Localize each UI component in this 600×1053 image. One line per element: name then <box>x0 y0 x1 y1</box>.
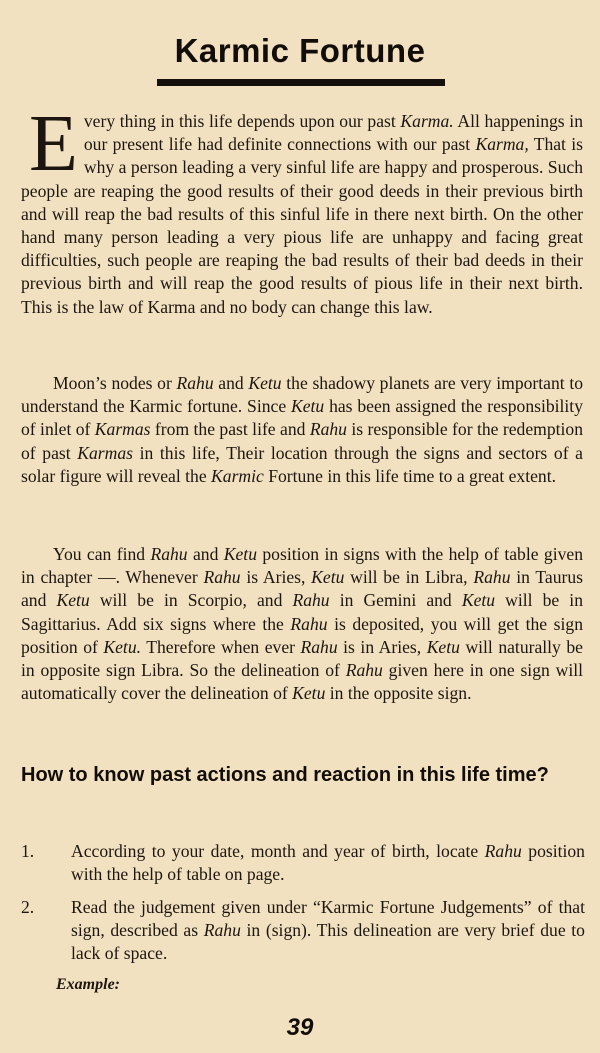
title-underline-rule <box>157 79 445 86</box>
example-label: Example: <box>56 976 120 993</box>
list-item-text: According to your date, month and year of birth, locate Rahu position with the help of table on page. <box>71 841 585 885</box>
list-item-number: 1. <box>21 841 35 861</box>
page-title: Karmic Fortune <box>174 32 426 69</box>
page-number: 39 <box>286 1014 314 1041</box>
section-heading: How to know past actions and reaction in this life time? <box>21 764 549 786</box>
paragraph-rahu-ketu-position: You can find Rahu and Ketu position in signs with the help of table given in chapter —. Whenever Rahu is Aries, Ketu will be in Libra, Rahu in Taurus and Ketu will be in Scorpio, and Rahu in Gemini and Ketu will be in Sagittarius. Add six signs where the Rahu is deposited, you will get the sign position of Ketu. Therefore when ever Rahu is in Aries, Ketu will naturally be in opposite sign Libra. So the delineation of Rahu given here in one sign will automatically cover the delineation of Ketu in the opposite sign. <box>21 544 584 704</box>
list-item-text: Read the judgement given under “Karmic Fortune Judgements” of that sign, described as Rahu in (sign). This delineation are very brief due to lack of space. <box>71 897 585 964</box>
paragraph-text: very thing in this life depends upon our past Karma. All happenings in our present life had definite connections with our past Karma, That is why a person leading a very sinful life are happy and prosperous. Such people are reaping the good results of their good deeds in their previous birth and will reap the bad results of this sinful life in there next birth. On the other hand many person leading a very pious life are unhappy and facing great difficulties, such people are reaping the bad results of their bad deeds in their previous birth and will reap the good results of pious life in their next birth. This is the law of Karma and no body can change this law. <box>21 111 583 317</box>
paragraph-moon-nodes: Moon’s nodes or Rahu and Ketu the shadowy planets are very important to understand the Karmic fortune. Since Ketu has been assigned the responsibility of inlet of Karmas from the past life and Rahu is responsible for the redemption of past Karmas in this life, Their location through the signs and sectors of a solar figure will reveal the Karmic Fortune in this life time to a great extent. <box>21 373 584 486</box>
drop-cap-letter: E <box>29 100 78 188</box>
list-item-number: 2. <box>21 897 35 917</box>
paragraph-karma-intro <box>21 100 583 319</box>
